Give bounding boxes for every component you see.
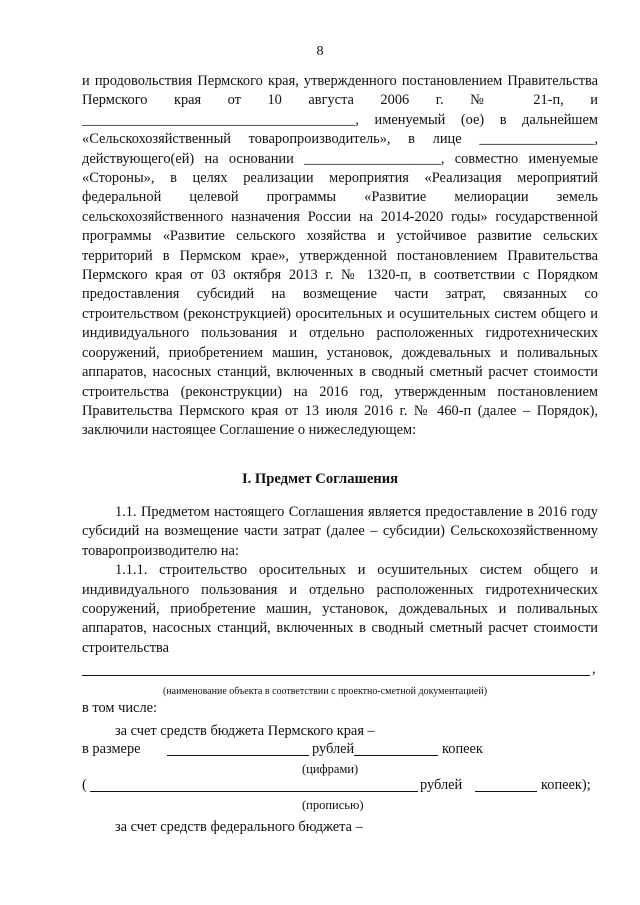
amount-rub-label: рублей xyxy=(312,741,355,757)
page-number: 8 xyxy=(316,44,324,59)
amount-kop-label: копеек xyxy=(442,741,483,757)
section-title: I. Предмет Соглашения xyxy=(241,471,399,487)
amount-prefix: в размере xyxy=(82,741,141,757)
object-name-blank[interactable] xyxy=(82,661,590,676)
amount-words-row xyxy=(82,777,602,796)
preamble-paragraph: и продовольствия Пермского края, утвержденного постановлением Правительства Пермского края от 10 августа 2006 г. № 21-п, и ______________________________________, именуемый (ое) в дальнейшем «Сельскохозяйственный товаропроизводитель», в лице ________________, действующего(ей) на основании ___________________, совместно именуемые «Стороны», в целях реализации мероприятия «Реализация мероприятий федеральной целевой программы «Развитие мелиорации земель сельскохозяйственного назначения России на 2014-2020 годы» государственной программы «Развитие сельского хозяйства и устойчивое развитие сельских территорий в Пермском крае», утвержденной постановлением Правительства Пермского края от 03 октября 2013 г. № 1320-п, в соответствии с Порядком предоставления субсидий на возмещение части затрат, связанных со строительством (реконструкцией) оросительных и осушительных систем общего и индивидуального пользования и отдельно расположенных гидротехнических сооружений, приобретением машин, установок, дождевальных и поливальных аппаратов, насосных станций, включенных в сводный сметный расчет стоимости строительства (реконструкции) на 2016 год, утвержденным постановлением Правительства Пермского края от 13 июля 2016 г. № 460-п (далее – Порядок), заключили настоящее Соглашение о нижеследующем: xyxy=(82,73,598,439)
words-kop-blank[interactable] xyxy=(475,777,537,792)
object-caption: (наименование объекта в соответствии с проектно-сметной документацией) xyxy=(163,686,488,697)
including-label: в том числе: xyxy=(82,700,158,716)
federal-budget-label: за счет средств федерального бюджета – xyxy=(115,819,363,835)
figures-caption: (цифрами) xyxy=(302,762,359,776)
words-caption: (прописью) xyxy=(302,798,364,812)
object-line-comma: , xyxy=(592,661,596,677)
words-kop-label: копеек); xyxy=(541,777,591,793)
words-rub-blank[interactable] xyxy=(90,777,418,792)
object-name-line[interactable] xyxy=(82,661,602,680)
amount-rub-blank[interactable] xyxy=(167,741,309,756)
regional-budget-label: за счет средств бюджета Пермского края – xyxy=(115,723,375,739)
amount-kop-blank[interactable] xyxy=(354,741,438,756)
clauses-block xyxy=(82,503,598,658)
amount-row xyxy=(82,741,602,760)
clause-1-1-1: 1.1.1. строительство оросительных и осушительных систем общего и индивидуального пользования и отдельно расположенных гидротехнических сооружений, приобретение машин, установок, дождевальных и поливальных аппаратов, насосных станций, включенных в сводный сметный расчет стоимости строительства xyxy=(82,562,598,656)
words-open-paren: ( xyxy=(82,777,87,793)
preamble-block xyxy=(82,72,598,441)
clause-1-1: 1.1. Предметом настоящего Соглашения является предоставление в 2016 году субсидий на возмещение части затрат (далее – субсидии) Сельскохозяйственному товаропроизводителю на: xyxy=(82,504,598,559)
words-rub-label: рублей xyxy=(420,777,463,793)
